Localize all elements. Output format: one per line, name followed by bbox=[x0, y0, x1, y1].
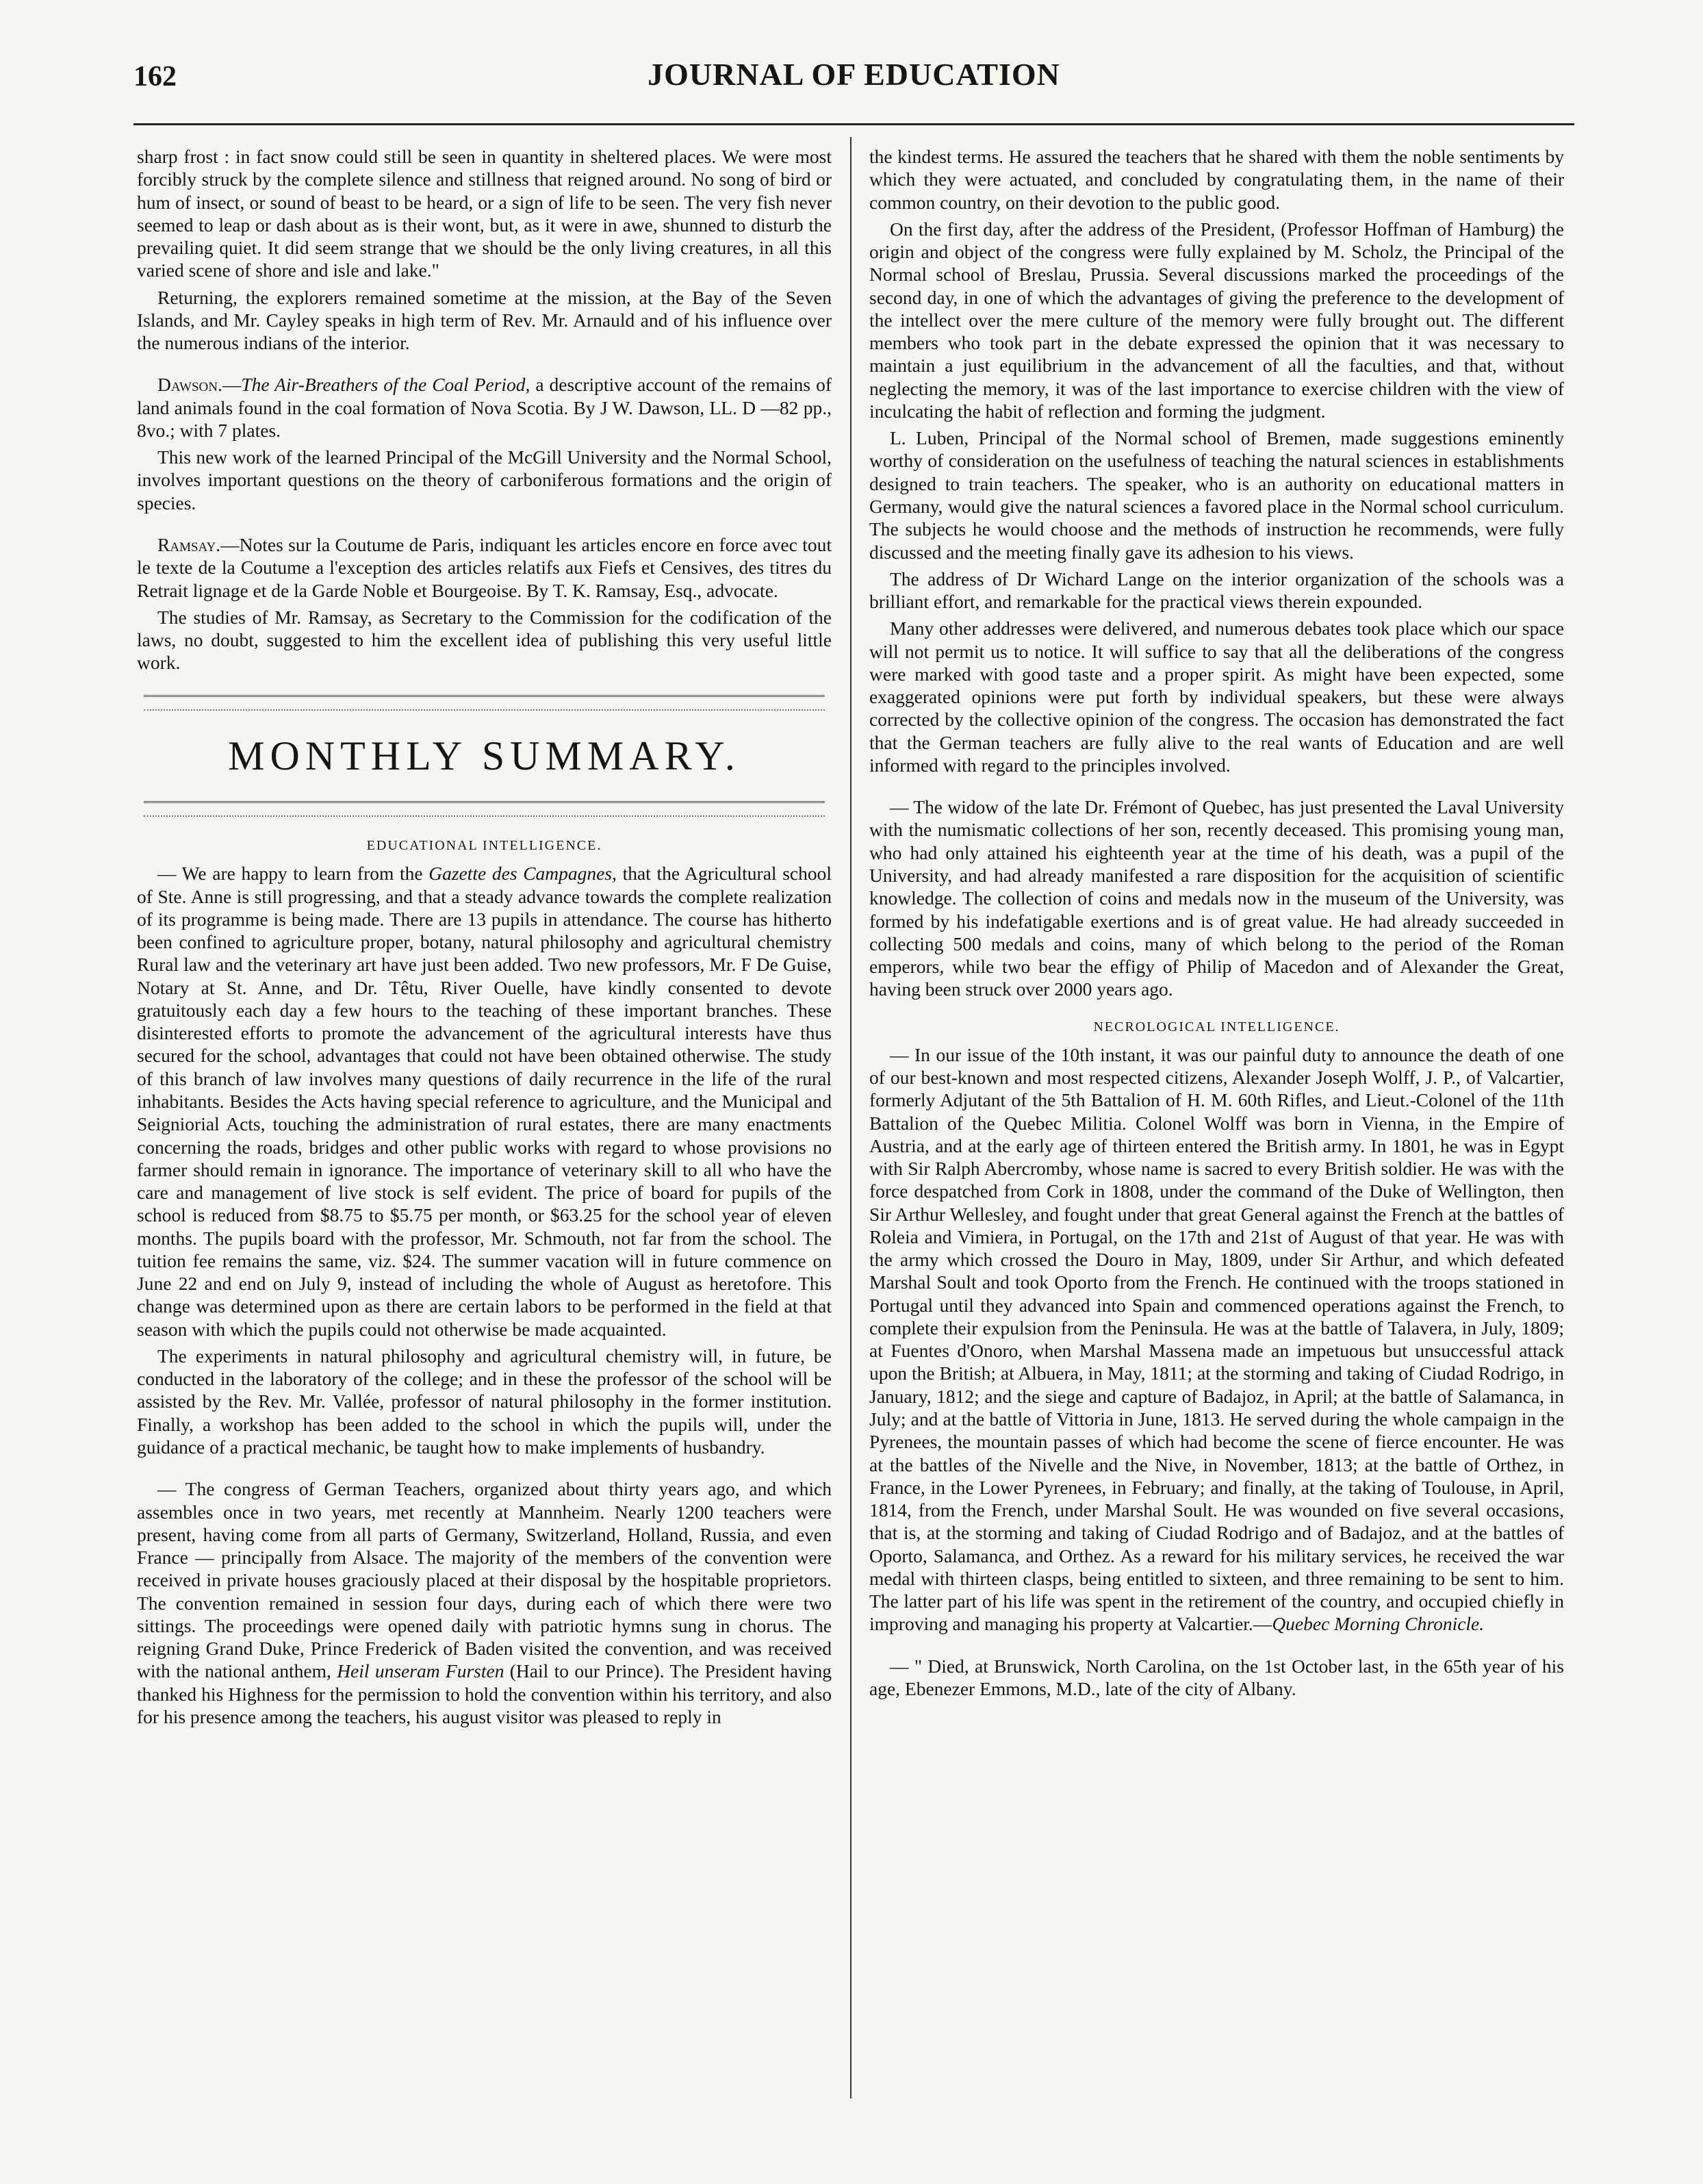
article-german-teachers: — The congress of German Teachers, organized about thirty years ago, and which assembles once in two years, met recently at Mannheim. Nearly 1200 teachers were present, having come from all parts of Germany, Switzerland, Holland, Russia, and even France — principally from Alsace. The majority of the members of the convention were received in private houses graciously placed at their disposal by the hospitable proprietors. The convention remained in session four days, during each of which there were two sittings. The proceedings were opened daily with patriotic hymns sung in chorus. The reigning Grand Duke, Prince Frederick of Baden visited the convention, and was received with the national anthem, Heil unseram Fursten (Hail to our Prince). The President having thanked his Highness for the permission to hold the convention within his territory, and also for his presence among the teachers, his august visitor was pleased to reply in bbox=[137, 1478, 832, 1727]
header-rule bbox=[133, 123, 1574, 125]
review-dawson: Dawson.—The Air-Breathers of the Coal Period, a descriptive account of the remains of land animals found in the coal formation of Nova Scotia. By J W. Dawson, LL. D —82 pp., 8vo.; with 7 plates. bbox=[137, 374, 832, 441]
paragraph: sharp frost : in fact snow could still be seen in quantity in sheltered places. We were most forcibly struck by the complete silence and stillness that reigned around. No song of bird or hum of insect, or sound of beast to be heard, or a sign of life to be seen. The very fish never seemed to leap or dash about as is their wont, but, as it were in awe, shunned to disturb the prevailing quiet. It did seem strange that we should be the only living creatures, in all this varied scene of shore and isle and lake." bbox=[137, 146, 832, 281]
paragraph: The experiments in natural philosophy and agricultural chemistry will, in future, be conducted in the laboratory of the college; and in these the professor of the school will be assisted by the Rev. Mr. Vallée, professor of natural philosophy in the former institution. Finally, a workshop has been added to the school in which the pupils will, under the guidance of a practical mechanic, be taught how to make implements of husbandry. bbox=[137, 1345, 832, 1458]
paragraph: This new work of the learned Principal of the McGill University and the Normal School, involves important questions on the theory of carboniferous formations and the origin of species. bbox=[137, 446, 832, 513]
article-obituary-emmons: — " Died, at Brunswick, North Carolina, on the 1st October last, in the 65th year of his age, Ebenezer Emmons, M.D., late of the city of Albany. bbox=[869, 1655, 1564, 1699]
paragraph: The address of Dr Wichard Lange on the interior organization of the schools was a brilliant effort, and remarkable for the practical views therein expounded. bbox=[869, 568, 1564, 613]
paragraph: The studies of Mr. Ramsay, as Secretary to the Commission for the codification of the laws, no doubt, suggested to him the excellent idea of publishing this very useful little work. bbox=[137, 606, 832, 674]
article-fremont-collection: — The widow of the late Dr. Frémont of Quebec, has just presented the Laval University with the numismatic collections of her son, recently deceased. This promising young man, who had only attained his eighteenth year at the time of his death, was a pupil of the University, and had already manifested a rare disposition for the acquisition of scientific knowledge. The collection of coins and medals now in the museum of the University, was formed by his indefatigable exertions and is of great value. He had already succeeded in collecting 500 medals and coins, many of which belong to the period of the Roman emperors, while two bear the effigy of Philip of Macedon and of Alexander the Great, having been struck over 2000 years ago. bbox=[869, 796, 1564, 1000]
decorative-rule bbox=[144, 801, 825, 817]
paragraph: the kindest terms. He assured the teachers that he shared with them the noble sentiments by which they were actuated, and concluded by congratulating them, in the name of their common country, on their devotion to the public good. bbox=[869, 146, 1564, 213]
book-title: The Air-Breathers of the Coal Period, bbox=[241, 374, 530, 396]
review-ramsay: Ramsay.—Notes sur la Coutume de Paris, indiquant les articles encore en force avec tout le texte de la Coutume a l'exception des articles relatifs aux Fiefs et Censives, des titres du Retrait lignage et de la Garde Noble et Bourgeoise. By T. K. Ramsay, Esq., advocate. bbox=[137, 533, 832, 601]
section-title: MONTHLY SUMMARY. bbox=[228, 733, 741, 778]
page-header bbox=[133, 56, 1574, 111]
article-agricultural-school: — We are happy to learn from the Gazette des Campagnes, that the Agricultural school of Ste. Anne is still progressing, and that a steady advance towards the complete realization of its programme is being made. There are 13 pupils in attendance. The course has hitherto been confined to agriculture proper, botany, natural philosophy and agricultural chemistry Rural law and the veterinary art have just been added. Two new professors, Mr. F De Guise, Notary at St. Anne, and Dr. Têtu, River Ouelle, have kindly consented to devote gratuitously each day a few hours to the teaching of these important branches. These disinterested efforts to promote the advancement of the agricultural interests have thus secured for the school, advantages that could not have been obtained otherwise. The study of this branch of law involves many questions of daily recurrence in the life of the rural inhabitants. Besides the Acts having special reference to agriculture, and the Municipal and Seigniorial Acts, touching the administration of rural estates, there are many enactments concerning the roads, bridges and other public works with regard to whose provisions no farmer should remain in ignorance. The importance of veterinary skill to all who have the care and management of live stock is self evident. The price of board for pupils of the school is reduced from $8.75 to $5.75 per month, or $63.25 for the school year of eleven months. The pupils board with the professor, Mr. Schmouth, not far from the school. The tuition fee remains the same, viz. $24. The summer vacation will in future commence on June 22 and end on July 9, instead of including the whole of August as heretofore. This change was determined upon as there are certain labors to be performed in the field at that season with which the pupils could not otherwise be made acquainted. bbox=[137, 863, 832, 1340]
paragraph: L. Luben, Principal of the Normal school of Bremen, made suggestions eminently worthy of consideration on the usefulness of teaching the natural sciences in establishments designed to train teachers. The speaker, who is an authority on educational matters in Germany, would give the natural sciences a favored place in the Normal school curriculum. The subjects he would choose and the methods of instruction he recommends, were fully discussed and the meeting finally gave its adhesion to his views. bbox=[869, 427, 1564, 563]
paragraph: Many other addresses were delivered, and numerous debates took place which our space will not permit us to notice. It will suffice to say that all the deliberations of the congress were marked with good taste and a proper spirit. As might have been expected, some exaggerated opinions were put forth by individual speakers, but these were always corrected by the collective opinion of the congress. The occasion has demonstrated the fact that the German teachers are fully alive to the real wants of Education and are well informed with regard to the principles involved. bbox=[869, 618, 1564, 776]
article-obituary-wolff: — In our issue of the 10th instant, it was our painful duty to announce the death of one of our best-known and most respected citizens, Alexander Joseph Wolff, J. P., of Valcartier, formerly Adjutant of the 5th Battalion of H. M. 60th Rifles, and Lieut.-Colonel of the 11th Battalion of the Quebec Militia. Colonel Wolff was born in Vienna, in the Empire of Austria, and at the early age of thirteen entered the British army. In 1801, he was in Egypt with Sir Ralph Abercromby, whose name is sacred to every British soldier. He was with the force despatched from Cork in 1808, under the command of the Duke of Wellington, then Sir Arthur Wellesley, and fought under that great General against the French at the battles of Roleia and Vimiera, in Portugal, on the 17th and 21st of August of that year. He was with the army which crossed the Douro in May, 1809, under Sir Arthur, and which defeated Marshal Soult and took Oporto from the French. He continued with the troops stationed in Portugal until they advanced into Spain and commenced operations against the French, to complete their expulsion from the Peninsula. He was at the battle of Talavera, in July, 1809; at Fuentes d'Onoro, when Marshal Massena made an impetuous but unsuccessful attack upon the British; at Albuera, in May, 1811; at the storming and taking of Ciudad Rodrigo, in January, 1812; and the siege and capture of Badajoz, in April; at the battle of Salamanca, in July; and at the battle of Vittoria in June, 1813. He served during the whole campaign in the Pyrenees, the mountain passes of which had become the scene of fierce encounter. He was at the battles of the Nivelle and the Nive, in November, 1813; at the battle of Orthez, in France, in the Lower Pyrenees, in February; and finally, at the taking of Toulouse, in April, 1814, from the French, under Marshal Soult. He was wounded on five several occasions, that is, at the storming and taking of Ciudad Rodrigo and of Badajoz, and at the battles of Oporto, Salamanca, and Orthez. As a reward for his military services, he received the war medal with thirteen clasps, being entitled to sixteen, and three remaining to be sent to him. The latter part of his life was spent in the retirement of the country, and occupied chiefly in improving and managing his property at Valcartier.—Quebec Morning Chronicle. bbox=[869, 1043, 1564, 1635]
running-title: JOURNAL OF EDUCATION bbox=[648, 57, 1060, 92]
section-subheading: NECROLOGICAL INTELLIGENCE. bbox=[1093, 1019, 1340, 1034]
section-subheading: EDUCATIONAL INTELLIGENCE. bbox=[366, 838, 602, 854]
paragraph: Returning, the explorers remained sometime at the mission, at the Bay of the Seven Islands, and Mr. Cayley speaks in high term of Rev. Mr. Arnauld and of his influence over the numerous indians of the interior. bbox=[137, 286, 832, 354]
decorative-rule bbox=[144, 695, 825, 711]
column-divider bbox=[850, 137, 852, 2098]
page-number: 162 bbox=[133, 61, 177, 92]
left-column bbox=[137, 145, 832, 1732]
author-name: Ramsay. bbox=[157, 533, 221, 555]
paragraph: On the first day, after the address of the President, (Professor Hoffman of Hamburg) the origin and object of the congress were fully explained by M. Scholz, the Principal of the Normal school of Breslau, Prussia. Several discussions marked the proceedings of the second day, in one of which the advantages of giving the preference to the development of the intellect over the mere culture of the memory were fully brought out. The different members who took part in the debate expressed the opinion that it was necessary to maintain a just equilibrium in the advancement of all the faculties, and that, without neglecting the memory, it was of the last importance to exercise children with the view of inculcating the habit of reflection and forming the judgment. bbox=[869, 218, 1564, 422]
author-name: Dawson. bbox=[157, 374, 222, 396]
right-column bbox=[869, 145, 1564, 1704]
